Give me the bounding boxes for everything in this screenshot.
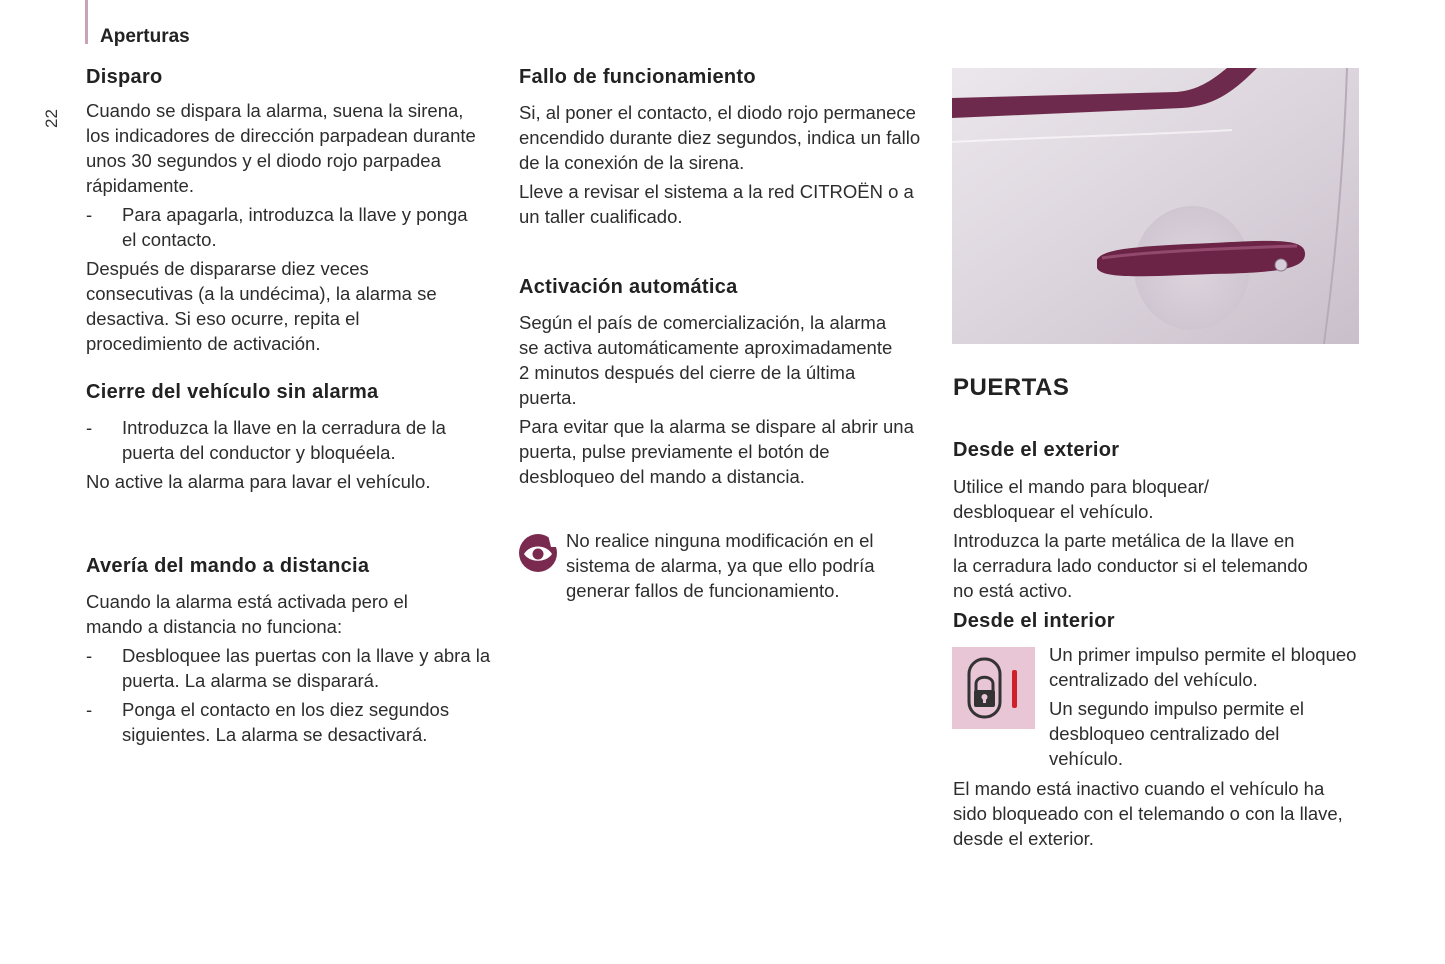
list-item: - Ponga el contacto en los diez segundos siguientes. La alarma se desactivará. xyxy=(86,697,522,747)
door-handle-photo xyxy=(952,68,1359,344)
section-marker-bar xyxy=(85,0,88,44)
paragraph: El mando está inactivo cuando el vehículo ha sido bloqueado con el telemando o con la llave, desde el exterior. xyxy=(953,778,1343,849)
page-number: 22 xyxy=(42,109,61,128)
column-left xyxy=(86,65,491,751)
list-item: - Introduzca la llave en la cerradura de la puerta del conductor y bloquéela. xyxy=(86,415,502,465)
paragraph: Un segundo impulso permite el desbloqueo centralizado del vehículo. xyxy=(1049,698,1305,769)
list-item: - Desbloquee las puertas con la llave y abra la puerta. La alarma se disparará. xyxy=(86,643,517,693)
interior-text xyxy=(1049,642,1369,775)
column-right xyxy=(953,438,1353,638)
paragraph: Después de dispararse diez veces consecutivas (a la undécima), la alarma se desactiva. Si eso ocurre, repita el procedimiento de activación. xyxy=(86,258,437,354)
paragraph: Cuando se dispara la alarma, suena la sirena, los indicadores de dirección parpadean durante unos 30 segundos y el diodo rojo parpadea rápidamente. xyxy=(86,100,476,196)
section-title: Aperturas xyxy=(100,26,190,47)
lock-button-illustration xyxy=(952,647,1035,729)
eye-warning-icon xyxy=(518,533,558,573)
column-middle xyxy=(519,65,924,493)
paragraph: Un primer impulso permite el bloqueo centralizado del vehículo. xyxy=(1049,644,1357,690)
heading-cierre: Cierre del vehículo sin alarma xyxy=(86,381,379,403)
paragraph: Lleve a revisar el sistema a la red CITROËN o a un taller cualificado. xyxy=(519,181,914,227)
heading-averia: Avería del mando a distancia xyxy=(86,555,370,577)
paragraph: Cuando la alarma está activada pero el mando a distancia no funciona: xyxy=(86,591,408,637)
central-lock-icon xyxy=(952,647,1035,729)
paragraph: Utilice el mando para bloquear/ desbloquear el vehículo. xyxy=(953,476,1210,522)
heading-fallo: Fallo de funcionamiento xyxy=(519,66,756,88)
heading-disparo: Disparo xyxy=(86,66,163,88)
heading-interior: Desde el interior xyxy=(953,610,1115,632)
heading-activacion: Activación automática xyxy=(519,276,738,298)
paragraph: Si, al poner el contacto, el diodo rojo permanece encendido durante diez segundos, indica un fallo de la conexión de la sirena. xyxy=(519,102,921,173)
heading-exterior: Desde el exterior xyxy=(953,439,1120,461)
paragraph: Según el país de comercialización, la alarma se activa automáticamente aproximadamente 2 minutos después del cierre de la última puerta. xyxy=(519,312,893,408)
chapter-title: PUERTAS xyxy=(953,374,1070,401)
list-item: - Para apagarla, introduzca la llave y ponga el contacto. xyxy=(86,202,477,252)
paragraph: Para evitar que la alarma se dispare al abrir una puerta, pulse previamente el botón de desbloqueo del mando a distancia. xyxy=(519,416,914,487)
paragraph: No active la alarma para lavar el vehículo. xyxy=(86,471,431,492)
warning-note: No realice ninguna modificación en el sistema de alarma, ya que ello podría generar fallos de funcionamiento. xyxy=(566,530,875,601)
paragraph: Introduzca la parte metálica de la llave en la cerradura lado conductor si el telemando no está activo. xyxy=(953,530,1308,601)
